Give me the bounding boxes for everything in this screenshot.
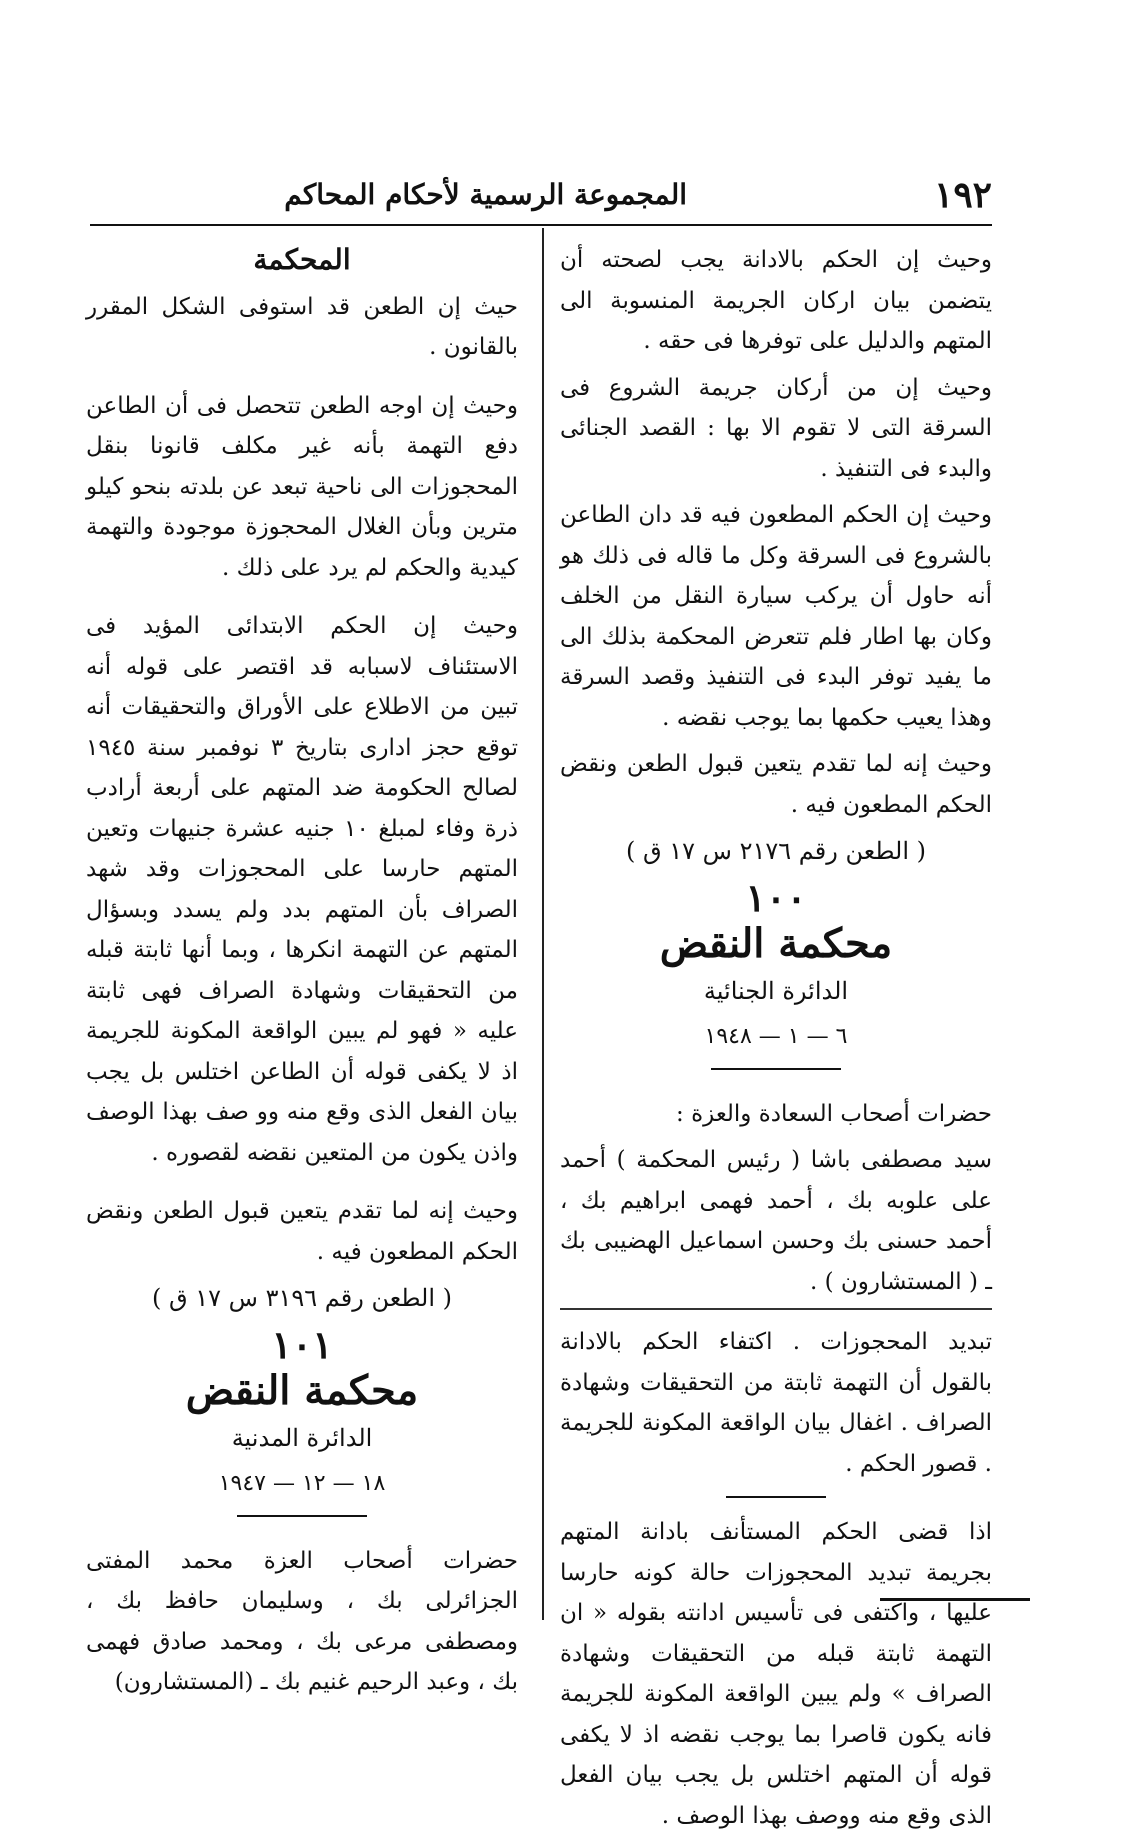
paragraph: حيث إن الطعن قد استوفى الشكل المقرر بالقانون . (86, 293, 518, 360)
judges-intro: حضرات أصحاب السعادة والعزة : (676, 1100, 992, 1127)
paragraph: وحيث إنه لما تقدم يتعين قبول الطعن ونقض الحكم المطعون فيه . (560, 751, 992, 818)
paragraph: وحيث إن الحكم الابتدائى المؤيد فى الاستئناف لاسبابه قد اقتصر على قوله أنه تبين من الاطلاع على الأوراق والتحقيقات أنه توقع حجز ادارى بتاريخ ٣ نوفمبر سنة ١٩٤٥ لصالح الحكومة ضد المتهم على أربعة أرادب ذرة وفاء لمبلغ ١٠ جنيه عشرة جنيهات وتعين المتهم حارسا على المحجوزات وقد شهد الصراف بأن المتهم بدد ولم يسدد وبسؤال المتهم عن التهمة انكرها ، وبما أنها ثابتة قبله من التحقيقات وشهادة الصراف فهى ثابتة عليه « فهو لم يبين الواقعة المكونة للجريمة اذ لا يكفى قوله أن الطاعن اختلس بل يجب بيان الفعل الذى وقع منه وو صف بهذا الوصف واذن يكون من المتعين نقضه لقصوره . (86, 613, 519, 1166)
column-divider (542, 228, 544, 1620)
case-reference: ( الطعن رقم ٢١٧٦ س ١٧ ق ) (626, 837, 926, 865)
court-circuit: الدائرة المدنية (231, 1423, 373, 1452)
judges-list: حضرات أصحاب العزة محمد المفتى الجزائرلى بك ، وسليمان حافظ بك ، ومصطفى مرعى بك ، ومحمد صادق فهمى بك ، وعبد الرحيم غنيم بك ـ (المستشارون) (86, 1547, 518, 1695)
paragraph: وحيث إنه لما تقدم يتعين قبول الطعن ونقض الحكم المطعون فيه . (86, 1198, 518, 1265)
case-summary: تبديد المحجوزات . اكتفاء الحكم بالادانة بالقول أن التهمة ثابتة من التحقيقات وشهادة الصراف . اغفال بيان الواقعة المكونة للجريمة . قصور الحكم . (560, 1308, 992, 1484)
court-name: محكمة النقض (659, 920, 893, 967)
court-circuit: الدائرة الجنائية (703, 976, 849, 1005)
case-reference: ( الطعن رقم ٣١٩٦ س ١٧ ق ) (152, 1284, 452, 1312)
judges-list: سيد مصطفى باشا ( رئيس المحكمة ) أحمد على علوبه بك ، أحمد فهمى ابراهيم بك ، أحمد حسنى بك وحسن اسماعيل الهضيبى بك ـ ( المستشارون ) . (560, 1147, 992, 1295)
bottom-rule (880, 1598, 1030, 1601)
paragraph: وحيث إن اوجه الطعن تتحصل فى أن الطاعن دفع التهمة بأنه غير مكلف قانونا بنقل المحجوزات الى ناحية تبعد عن بلدته بنحو كيلو مترين وبأن الغلال المحجوزة موجودة والتهمة كيدية والحكم لم يرد على ذلك . (86, 392, 518, 581)
case-number: ١٠١ (271, 1321, 333, 1367)
legal-principle: اذا قضى الحكم المستأنف بادانة المتهم بجريمة تبديد المحجوزات حالة كونه حارسا عليها ، واكتفى فى تأسيس ادانته بقوله « ان التهمة ثابتة قبله من التحقيقات وشهادة الصراف » ولم يبين الواقعة المكونة للجريمة فانه يكون قاصرا بما يوجب نقضه اذ لا يكفى قوله أن المتهم اختلس بل يجب بيان الفعل الذى وقع منه ووصف بهذا الوصف . (560, 1519, 992, 1829)
separator-rule (711, 1068, 841, 1070)
separator-rule (726, 1496, 826, 1498)
page-header (90, 168, 992, 224)
section-title: المحكمة (253, 243, 351, 276)
case-date: ٦ — ١ — ١٩٤٨ (704, 1024, 848, 1049)
header-rule (90, 224, 992, 226)
paragraph: وحيث إن من أركان جريمة الشروع فى السرقة التى لا تقوم الا بها : القصد الجنائى والبدء فى التنفيذ . (560, 374, 992, 482)
case-date: ١٨ — ١٢ — ١٩٤٧ (218, 1471, 386, 1496)
left-column (86, 240, 518, 1709)
running-title: المجموعة الرسمية لأحكام المحاكم (284, 178, 687, 211)
paragraph: وحيث إن الحكم المطعون فيه قد دان الطاعن بالشروع فى السرقة وكل ما قاله فى ذلك هو أنه حاول أن يركب سيارة النقل من الخلف وكان بها اطار فلم تتعرض المحكمة بذلك الى ما يفيد توفر البدء فى التنفيذ وقصد السرقة وهذا يعيب حكمها بما يوجب نقضه . (560, 502, 993, 731)
paragraph: وحيث إن الحكم بالادانة يجب لصحته أن يتضمن بيان اركان الجريمة المنسوبة الى المتهم والدليل على توفرها فى حقه . (560, 247, 992, 354)
court-name: محكمة النقض (185, 1367, 419, 1414)
separator-rule (237, 1515, 367, 1517)
right-column (560, 240, 992, 1842)
case-number: ١٠٠ (745, 874, 807, 920)
page-number: ١٩٢ (933, 174, 992, 216)
